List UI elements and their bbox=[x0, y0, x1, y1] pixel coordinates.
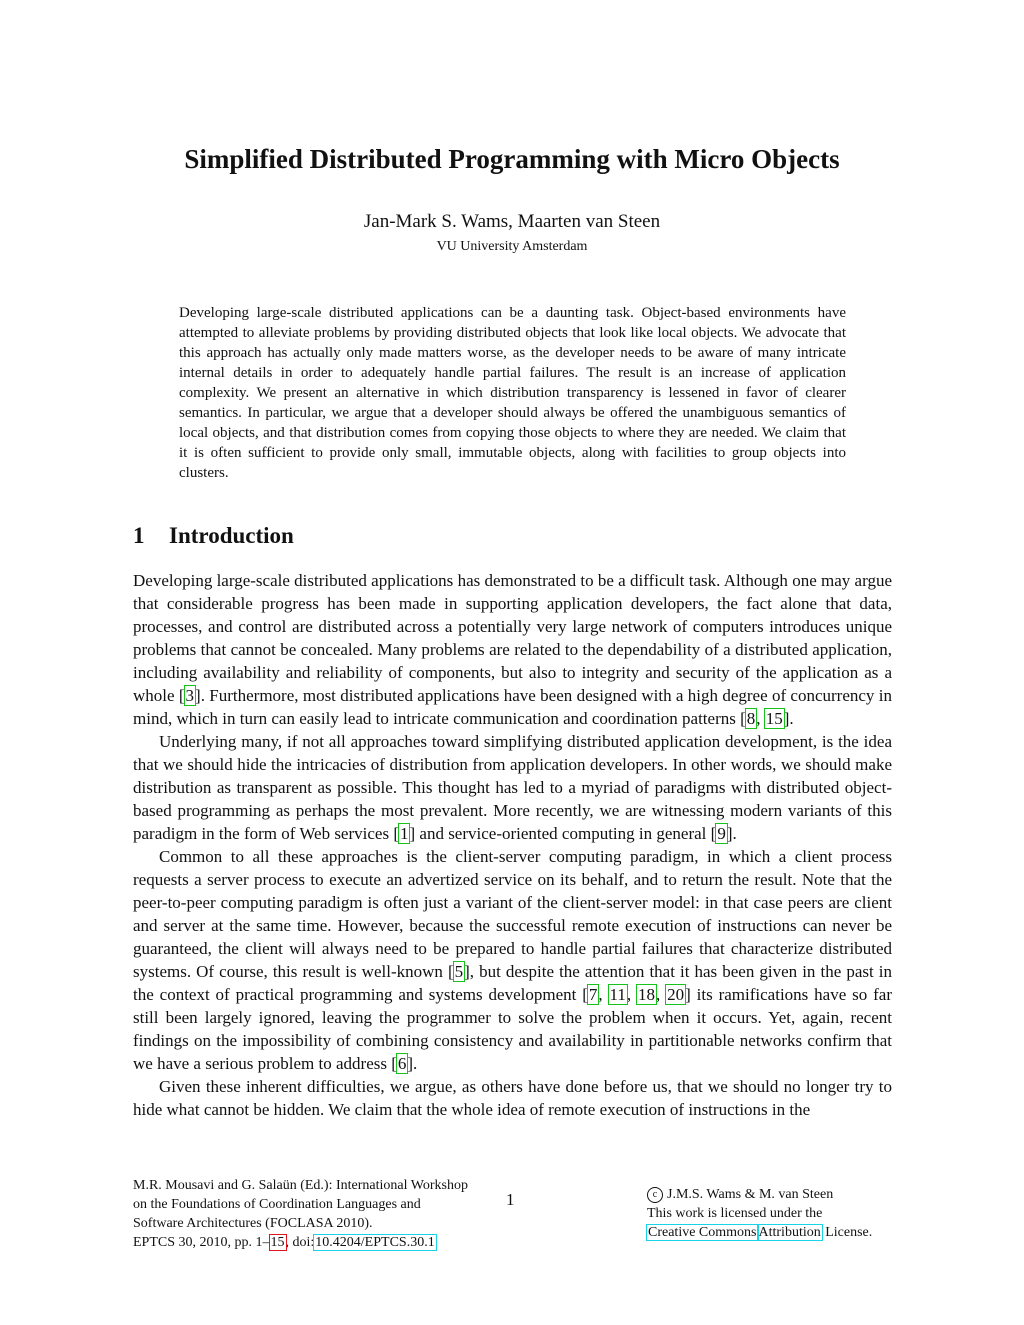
citation-link[interactable]: 18 bbox=[638, 985, 655, 1004]
footer-license: c J.M.S. Wams & M. van Steen This work is licensed under the Creative Commons Attribution License. bbox=[647, 1187, 873, 1240]
citation-link[interactable]: 3 bbox=[185, 686, 195, 705]
paragraph: Underlying many, if not all approaches toward simplifying distributed application development, is the idea that we should hide the intricacies of distribution from application developers. In other words, we should make distribution as transparent as possible. This thought has led to a myriad of paradigms with distributed object-based programming as perhaps the most prevalent. More recently, we are witnessing modern variants of this paradigm in the form of Web services [1] and service-oriented computing in general [9]. bbox=[133, 732, 892, 843]
section-heading bbox=[133, 520, 294, 552]
paper-authors: Jan-Mark S. Wams, Maarten van Steen bbox=[363, 211, 661, 232]
paragraph: Developing large-scale distributed applications has demonstrated to be a difficult task. Although one may argue that considerable progress has been made in supporting application developers, the fact alone that data, processes, and control are distributed across a potentially very large network of computers introduces unique problems that cannot be concealed. Many problems are related to the dependability of a distributed application, including availability and reliability of components, but also to integrity and security of the application as a whole [3]. Furthermore, most distributed applications have been designed with a high degree of concurrency in mind, which in turn can easily lead to intricate communication and coordination patterns [8, 15]. bbox=[133, 571, 892, 728]
citation-link[interactable]: 5 bbox=[454, 962, 464, 981]
last-page-link[interactable]: 15 bbox=[270, 1235, 285, 1250]
citation-link[interactable]: 11 bbox=[609, 985, 626, 1004]
paper-title: Simplified Distributed Programming with Micro Objects bbox=[184, 144, 840, 174]
copyright-icon: c bbox=[647, 1187, 663, 1203]
paragraph: Given these inherent difficulties, we argue, as others have done before us, that we should no longer try to hide what cannot be hidden. We claim that the whole idea of remote execution of instructions in the bbox=[133, 1077, 892, 1119]
citation-link[interactable]: 20 bbox=[667, 985, 685, 1004]
citation-link[interactable]: 7 bbox=[588, 985, 598, 1004]
page-number: 1 bbox=[506, 1190, 515, 1209]
abstract: Developing large-scale distributed applications can be a daunting task. Object-based environments have attempted to alleviate problems by providing distributed objects that look like local objects. We advocate that this approach has actually only made matters worse, as the developer needs to be aware of many intricate internal details in order to adequately handle partial failures. The result is an increase of application complexity. We present an alternative in which distribution transparency is lessened in favor of clearer semantics. In particular, we argue that a developer should always be offered the unambiguous semantics of local objects, and that distribution comes from copying those objects to where they are needed. We claim that it is often sufficient to provide only small, immutable objects, along with facilities to group objects into clusters. bbox=[179, 305, 846, 481]
citation-link[interactable]: 15 bbox=[765, 709, 783, 728]
citation-link[interactable]: 1 bbox=[399, 824, 409, 843]
paper-affiliation: VU University Amsterdam bbox=[436, 239, 588, 254]
citation-link[interactable]: 8 bbox=[746, 709, 756, 728]
section-title: Introduction bbox=[169, 523, 294, 548]
paragraph: Common to all these approaches is the client-server computing paradigm, in which a client process requests a server process to execute an advertized service on its behalf, and to return the result. Note that the peer-to-peer computing paradigm is often just a variant of the client-server model: in that case peers are client and server at the same time. However, because the successful remote execution of instructions can never be guaranteed, the client will always need to be prepared to handle partial failures that characterize distributed systems. Of course, this result is well-known [5], but despite the attention that it has been given in the past in the context of practical programming and systems development [7, 11, 18, 20] its ramifications have so far still been largely ignored, leaving the programmer to solve the problem when it occurs. Yet, again, recent findings on the impossibility of combining consistency and availability in partitionable networks confirm that we have a serious problem to address [6]. bbox=[133, 847, 892, 1073]
creative-commons-link[interactable]: Creative Commons bbox=[648, 1225, 757, 1240]
attribution-link[interactable]: Attribution bbox=[758, 1225, 821, 1240]
section-number: 1 bbox=[133, 523, 145, 548]
footer-citation: M.R. Mousavi and G. Salaün (Ed.): International Workshop on the Foundations of Coordination Languages and Software Architectures (FOCLASA 2010). EPTCS 30, 2010, pp. 1–15, doi:10.4204/EPTCS.30.1 bbox=[133, 1178, 468, 1250]
citation-link[interactable]: 6 bbox=[397, 1054, 407, 1073]
citation-link[interactable]: 9 bbox=[717, 824, 726, 843]
doi-link[interactable]: 10.4204/EPTCS.30.1 bbox=[315, 1235, 435, 1250]
body-text bbox=[133, 569, 892, 1121]
